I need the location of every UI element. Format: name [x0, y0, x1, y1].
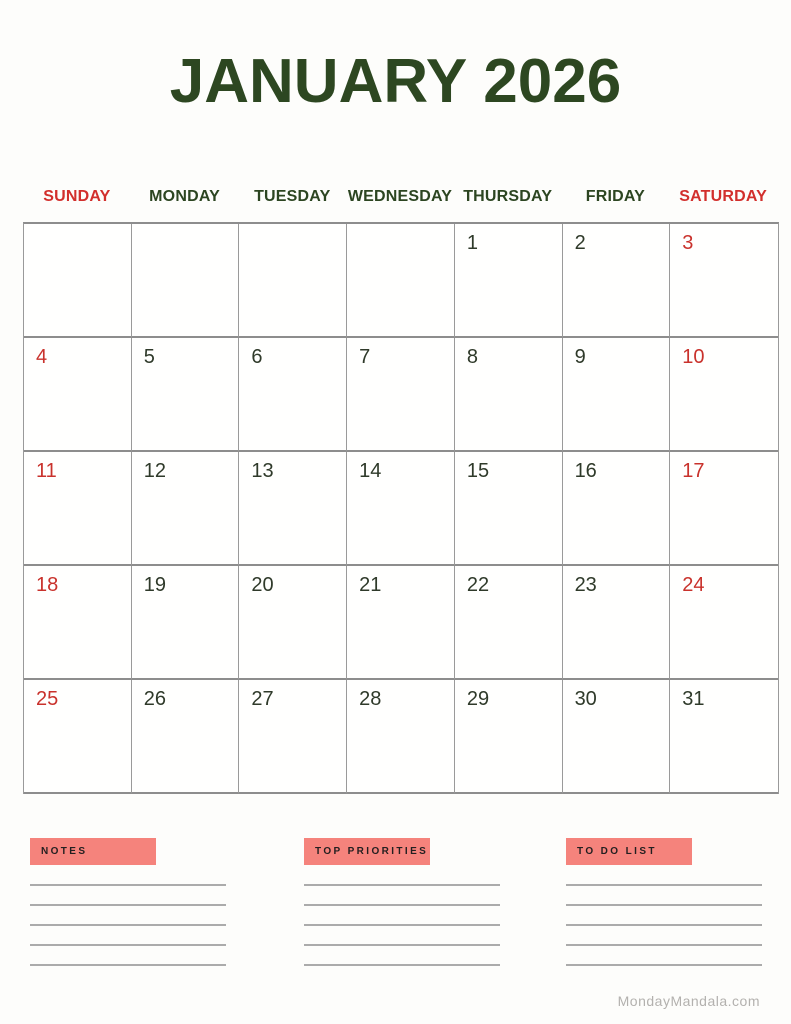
- calendar-cell-16: [563, 452, 671, 566]
- date-number: 13: [251, 460, 274, 482]
- notes-section: [30, 838, 226, 984]
- date-number: 18: [36, 574, 59, 596]
- calendar-cell-31: [670, 680, 778, 794]
- calendar-cell-17: [670, 452, 778, 566]
- date-number: 31: [682, 688, 705, 710]
- calendar-cell-28: [347, 680, 455, 794]
- date-number: 14: [359, 460, 382, 482]
- writing-line: [30, 904, 226, 906]
- date-number: 16: [574, 460, 597, 482]
- weekday-monday: MONDAY: [149, 188, 220, 205]
- date-number: 22: [466, 574, 490, 596]
- writing-line: [304, 944, 500, 946]
- date-number: 26: [143, 688, 166, 710]
- date-number: 4: [36, 346, 48, 368]
- calendar-cell-4: [24, 338, 132, 452]
- date-number: 23: [574, 574, 597, 596]
- date-number: 7: [359, 346, 371, 368]
- calendar-cell-14: [347, 452, 455, 566]
- date-number: 2: [574, 232, 586, 254]
- writing-line: [30, 944, 226, 946]
- calendar-cell-29: [455, 680, 563, 794]
- section-lines: [304, 884, 500, 966]
- date-number: 21: [359, 574, 382, 596]
- weekday-friday: FRIDAY: [585, 188, 646, 205]
- weekday-sunday: SUNDAY: [43, 188, 111, 205]
- date-number: 5: [143, 346, 155, 368]
- calendar-cell-24: [670, 566, 778, 680]
- to-do-list-label: TO DO LIST: [566, 838, 692, 865]
- date-number: 6: [251, 346, 263, 368]
- calendar-cell-22: [455, 566, 563, 680]
- writing-line: [304, 924, 500, 926]
- writing-line: [304, 904, 500, 906]
- notes-label: NOTES: [30, 838, 156, 865]
- top-priorities-label: TOP PRIORITIES: [304, 838, 430, 865]
- section-lines: [566, 884, 762, 966]
- date-number: 15: [466, 460, 490, 482]
- calendar-cell-empty: [132, 224, 240, 338]
- calendar-cell-7: [347, 338, 455, 452]
- writing-line: [566, 964, 762, 966]
- calendar-cell-empty: [347, 224, 455, 338]
- top-priorities-section: [304, 838, 500, 984]
- calendar-cell-empty: [239, 224, 347, 338]
- calendar-cell-6: [239, 338, 347, 452]
- footer-watermark: MondayMandala.com: [617, 993, 760, 1009]
- writing-line: [304, 884, 500, 886]
- writing-line: [30, 924, 226, 926]
- weekday-wednesday: WEDNESDAY: [347, 188, 453, 205]
- calendar-cell-1: [455, 224, 563, 338]
- date-number: 19: [143, 574, 166, 596]
- calendar-cell-8: [455, 338, 563, 452]
- date-number: 1: [466, 232, 478, 254]
- calendar-cell-3: [670, 224, 778, 338]
- calendar-cell-10: [670, 338, 778, 452]
- calendar-cell-13: [239, 452, 347, 566]
- calendar-cell-15: [455, 452, 563, 566]
- date-number: 17: [682, 460, 705, 482]
- date-number: 12: [143, 460, 166, 482]
- calendar-cell-5: [132, 338, 240, 452]
- calendar-cell-empty: [24, 224, 132, 338]
- writing-line: [566, 904, 762, 906]
- section-lines: [30, 884, 226, 966]
- writing-line: [566, 944, 762, 946]
- date-number: 9: [574, 346, 586, 368]
- calendar-cell-23: [563, 566, 671, 680]
- calendar-cell-9: [563, 338, 671, 452]
- weekday-saturday: SATURDAY: [679, 188, 768, 205]
- calendar-cell-21: [347, 566, 455, 680]
- date-number: 27: [251, 688, 274, 710]
- date-number: 11: [36, 460, 57, 482]
- weekday-thursday: THURSDAY: [463, 188, 553, 205]
- calendar-cell-18: [24, 566, 132, 680]
- writing-line: [566, 884, 762, 886]
- date-number: 25: [36, 688, 59, 710]
- date-number: 3: [682, 232, 694, 254]
- page-title: JANUARY 2026: [169, 47, 622, 116]
- calendar-cell-26: [132, 680, 240, 794]
- date-number: 28: [359, 688, 382, 710]
- calendar-cell-20: [239, 566, 347, 680]
- calendar-cell-25: [24, 680, 132, 794]
- writing-line: [30, 964, 226, 966]
- date-number: 10: [682, 346, 705, 368]
- date-number: 24: [682, 574, 705, 596]
- to-do-list-section: [566, 838, 762, 984]
- writing-line: [304, 964, 500, 966]
- calendar-cell-30: [563, 680, 671, 794]
- calendar-grid: [23, 222, 779, 794]
- weekday-tuesday: TUESDAY: [254, 188, 331, 205]
- calendar-cell-12: [132, 452, 240, 566]
- writing-line: [30, 884, 226, 886]
- calendar-cell-27: [239, 680, 347, 794]
- calendar-cell-19: [132, 566, 240, 680]
- weekday-row: [23, 188, 777, 206]
- date-number: 20: [251, 574, 274, 596]
- date-number: 29: [466, 688, 490, 710]
- calendar-cell-11: [24, 452, 132, 566]
- date-number: 30: [574, 688, 597, 710]
- writing-line: [566, 924, 762, 926]
- date-number: 8: [466, 346, 478, 368]
- calendar-cell-2: [563, 224, 671, 338]
